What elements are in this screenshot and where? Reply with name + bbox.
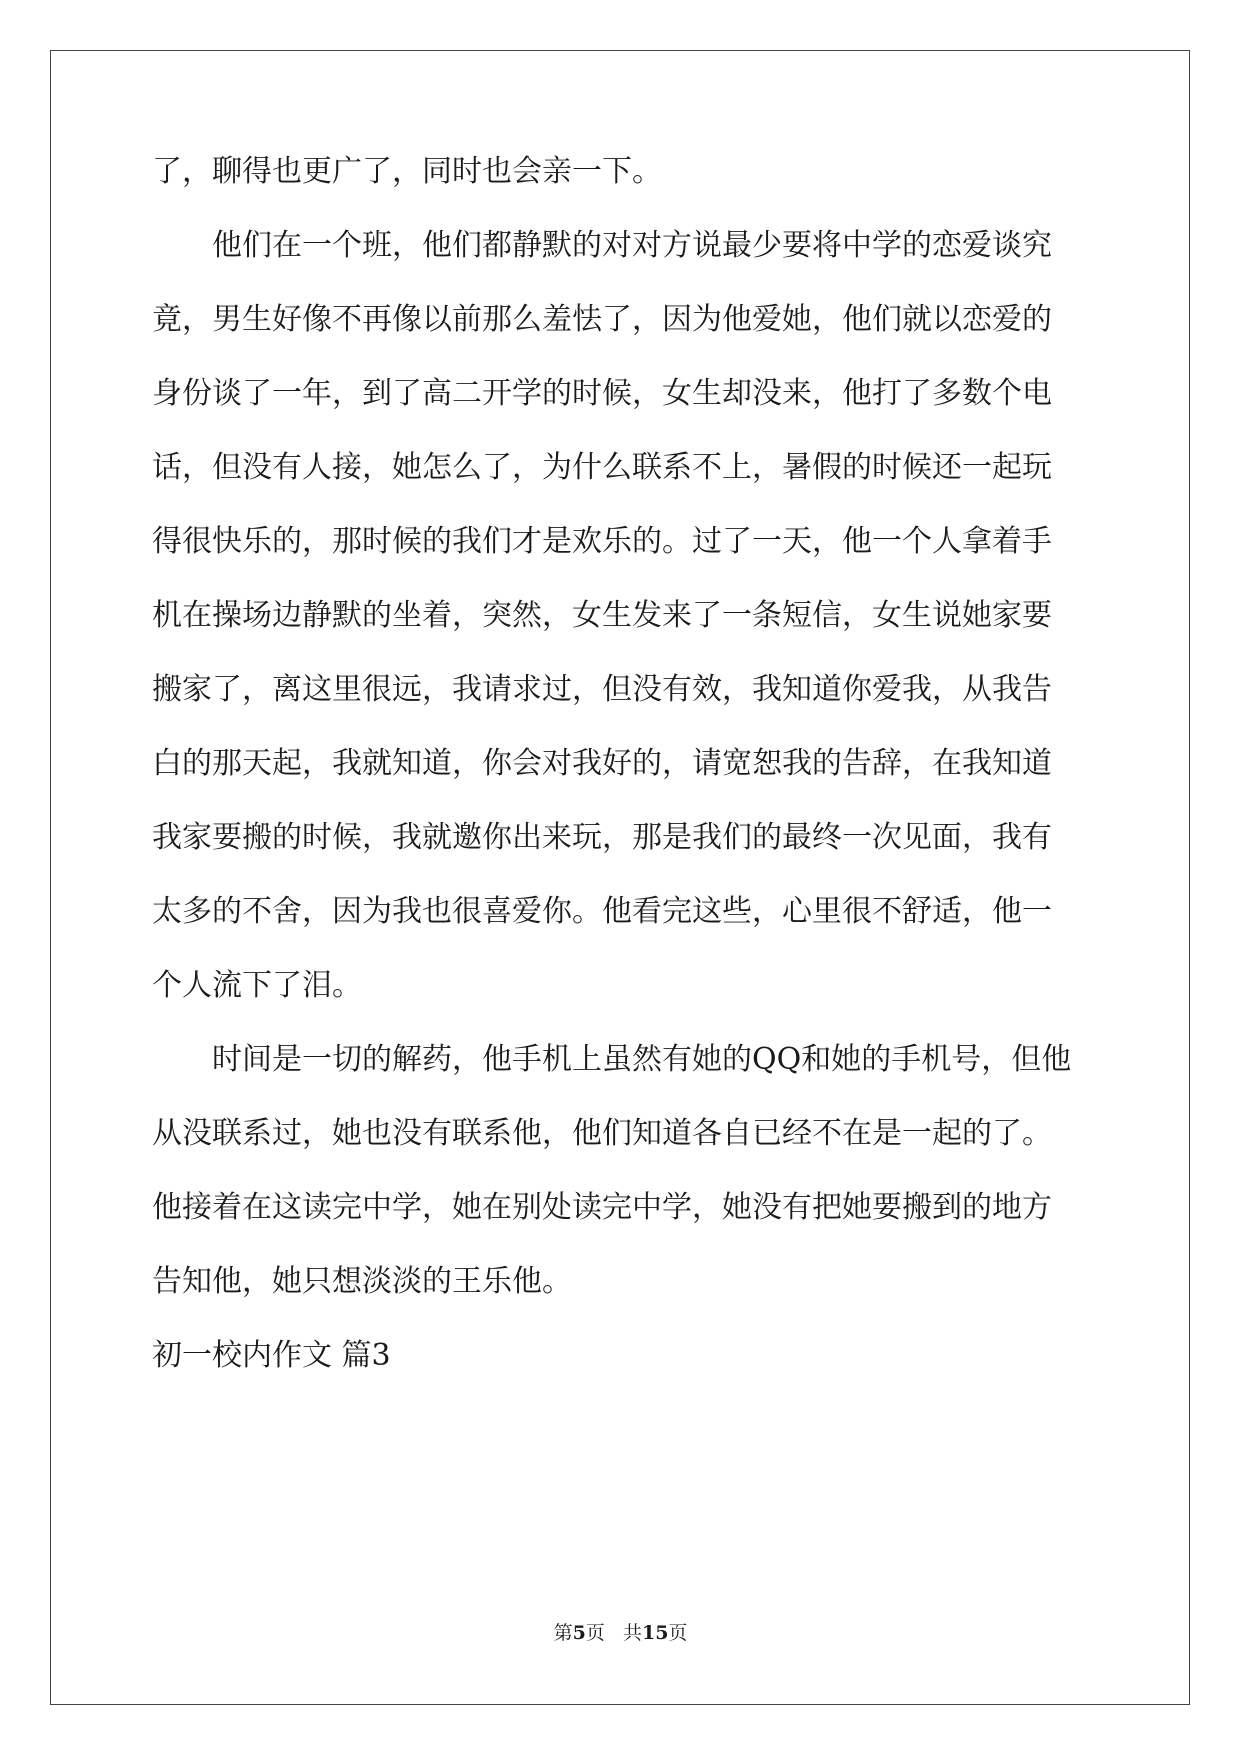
footer-page-unit: 页 <box>585 1622 605 1644</box>
section-heading: 初一校内作文 篇3 <box>152 1338 391 1373</box>
footer-total-prefix: 共 <box>622 1622 642 1644</box>
text-line: 搬家了，离这里很远，我请求过，但没有效，我知道你爱我，从我告 <box>152 672 1052 707</box>
page-border <box>50 50 1190 1705</box>
text-line: 我家要搬的时候，我就邀你出来玩，那是我们的最终一次见面，我有 <box>152 820 1052 855</box>
text-line: 告知他，她只想淡淡的王乐他。 <box>152 1264 572 1299</box>
total-pages-number: 15 <box>641 1622 669 1644</box>
text-line: 从没联系过，她也没有联系他，他们知道各自已经不在是一起的了。 <box>152 1116 1052 1151</box>
page-footer <box>0 1620 1241 1646</box>
text-line: 了，聊得也更广了，同时也会亲一下。 <box>152 154 662 189</box>
text-line: 话，但没有人接，她怎么了，为什么联系不上，暑假的时候还一起玩 <box>152 450 1052 485</box>
text-line: 他接着在这读完中学，她在别处读完中学，她没有把她要搬到的地方 <box>152 1190 1052 1225</box>
text-line: 白的那天起，我就知道，你会对我好的，请宽恕我的告辞，在我知道 <box>152 746 1052 781</box>
text-line: 得很快乐的，那时候的我们才是欢乐的。过了一天，他一个人拿着手 <box>152 524 1052 559</box>
text-line: 他们在一个班，他们都静默的对对方说最少要将中学的恋爱谈究 <box>212 228 1052 263</box>
text-line: 个人流下了泪。 <box>152 968 362 1003</box>
current-page-number: 5 <box>572 1622 586 1644</box>
text-line: 机在操场边静默的坐着，突然，女生发来了一条短信，女生说她家要 <box>152 598 1052 633</box>
footer-prefix: 第 <box>553 1622 573 1644</box>
text-line: 竟，男生好像不再像以前那么羞怯了，因为他爱她，他们就以恋爱的 <box>152 302 1052 337</box>
text-line: 身份谈了一年，到了高二开学的时候，女生却没来，他打了多数个电 <box>152 376 1052 411</box>
text-line: 时间是一切的解药，他手机上虽然有她的QQ和她的手机号，但他 <box>212 1042 1072 1077</box>
text-line: 太多的不舍，因为我也很喜爱你。他看完这些，心里很不舒适，他一 <box>152 894 1052 929</box>
footer-total-unit: 页 <box>668 1622 688 1644</box>
